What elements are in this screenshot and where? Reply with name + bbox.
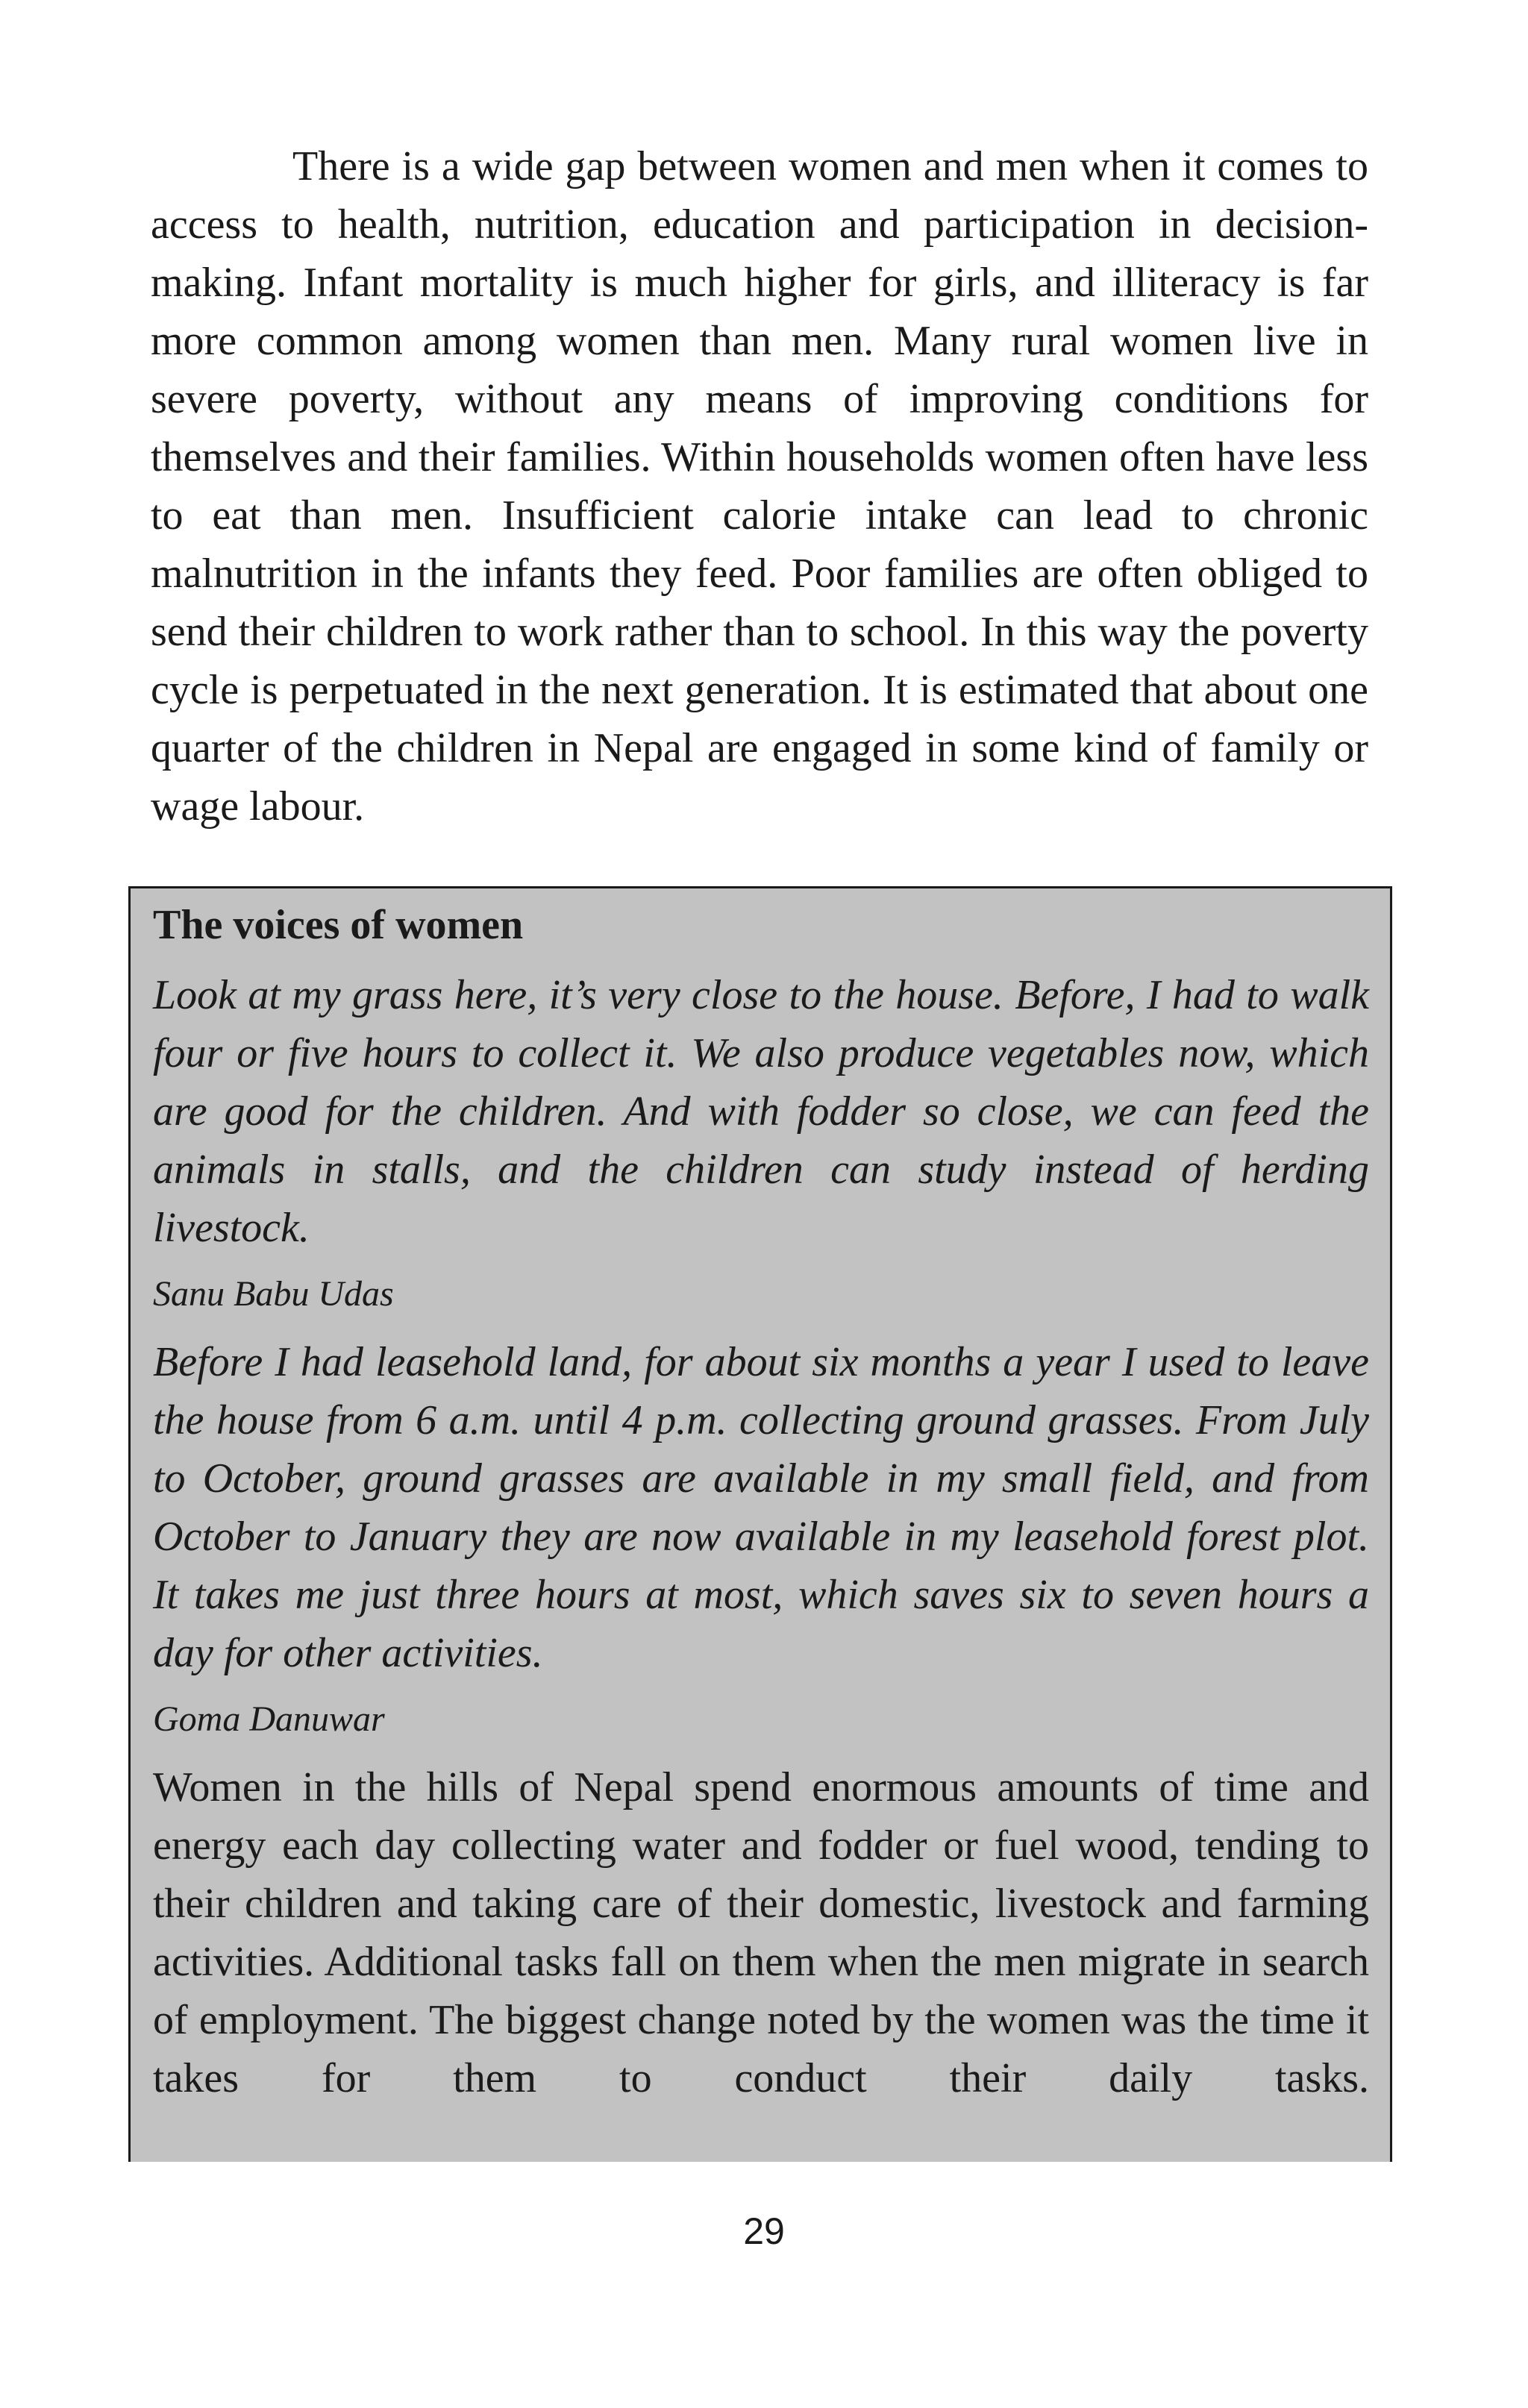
quote-text: Look at my grass here, it’s very close to the house. Before, I had to walk four or five hours to collect it. We also produce vegetables now, which are good for the children. And with fodder so close, we can feed the animals in stalls, and the children can study instead of herding livestock.: [153, 972, 1369, 1251]
box-title: The voices of women: [153, 902, 524, 948]
voices-of-women-box: [128, 886, 1392, 2162]
quote-text: Before I had leasehold land, for about six months a year I used to leave the house from 6 a.m. until 4 p.m. collecting ground grasses. From July to October, ground grasses are available in my small field, and from October to January they are now available in my leasehold forest plot. It takes me just three hours at most, which saves six to seven hours a day for other activities.: [153, 1339, 1369, 1676]
box-content: [153, 896, 1369, 2107]
intro-paragraph: There is a wide gap between women and men when it comes to access to health, nutrition, education and participation in decision-making. Infant mortality is much higher for girls, and illiteracy is far more common among women than men. Many rural women live in severe poverty, without any means of improving conditions for themselves and their families. Within households women often have less to eat than men. Insufficient calorie intake can lead to chronic malnutrition in the infants they feed. Poor families are often obliged to send their children to work rather than to school. In this way the poverty cycle is perpetuated in the next generation. It is estimated that about one quarter of the children in Nepal are engaged in some kind of family or wage labour.: [151, 143, 1368, 830]
quote-author: Sanu Babu Udas: [153, 1274, 394, 1314]
page-number: 29: [743, 2210, 785, 2252]
quote-author: Goma Danuwar: [153, 1699, 385, 1739]
closing-paragraph: Women in the hills of Nepal spend enormous amounts of time and energy each day collecting water and fodder or fuel wood, tending to their children and taking care of their domestic, livestock and farming activities. Additional tasks fall on them when the men migrate in search of employment. The biggest change noted by the women was the time it takes for them to conduct their daily tasks.: [153, 1764, 1369, 2101]
